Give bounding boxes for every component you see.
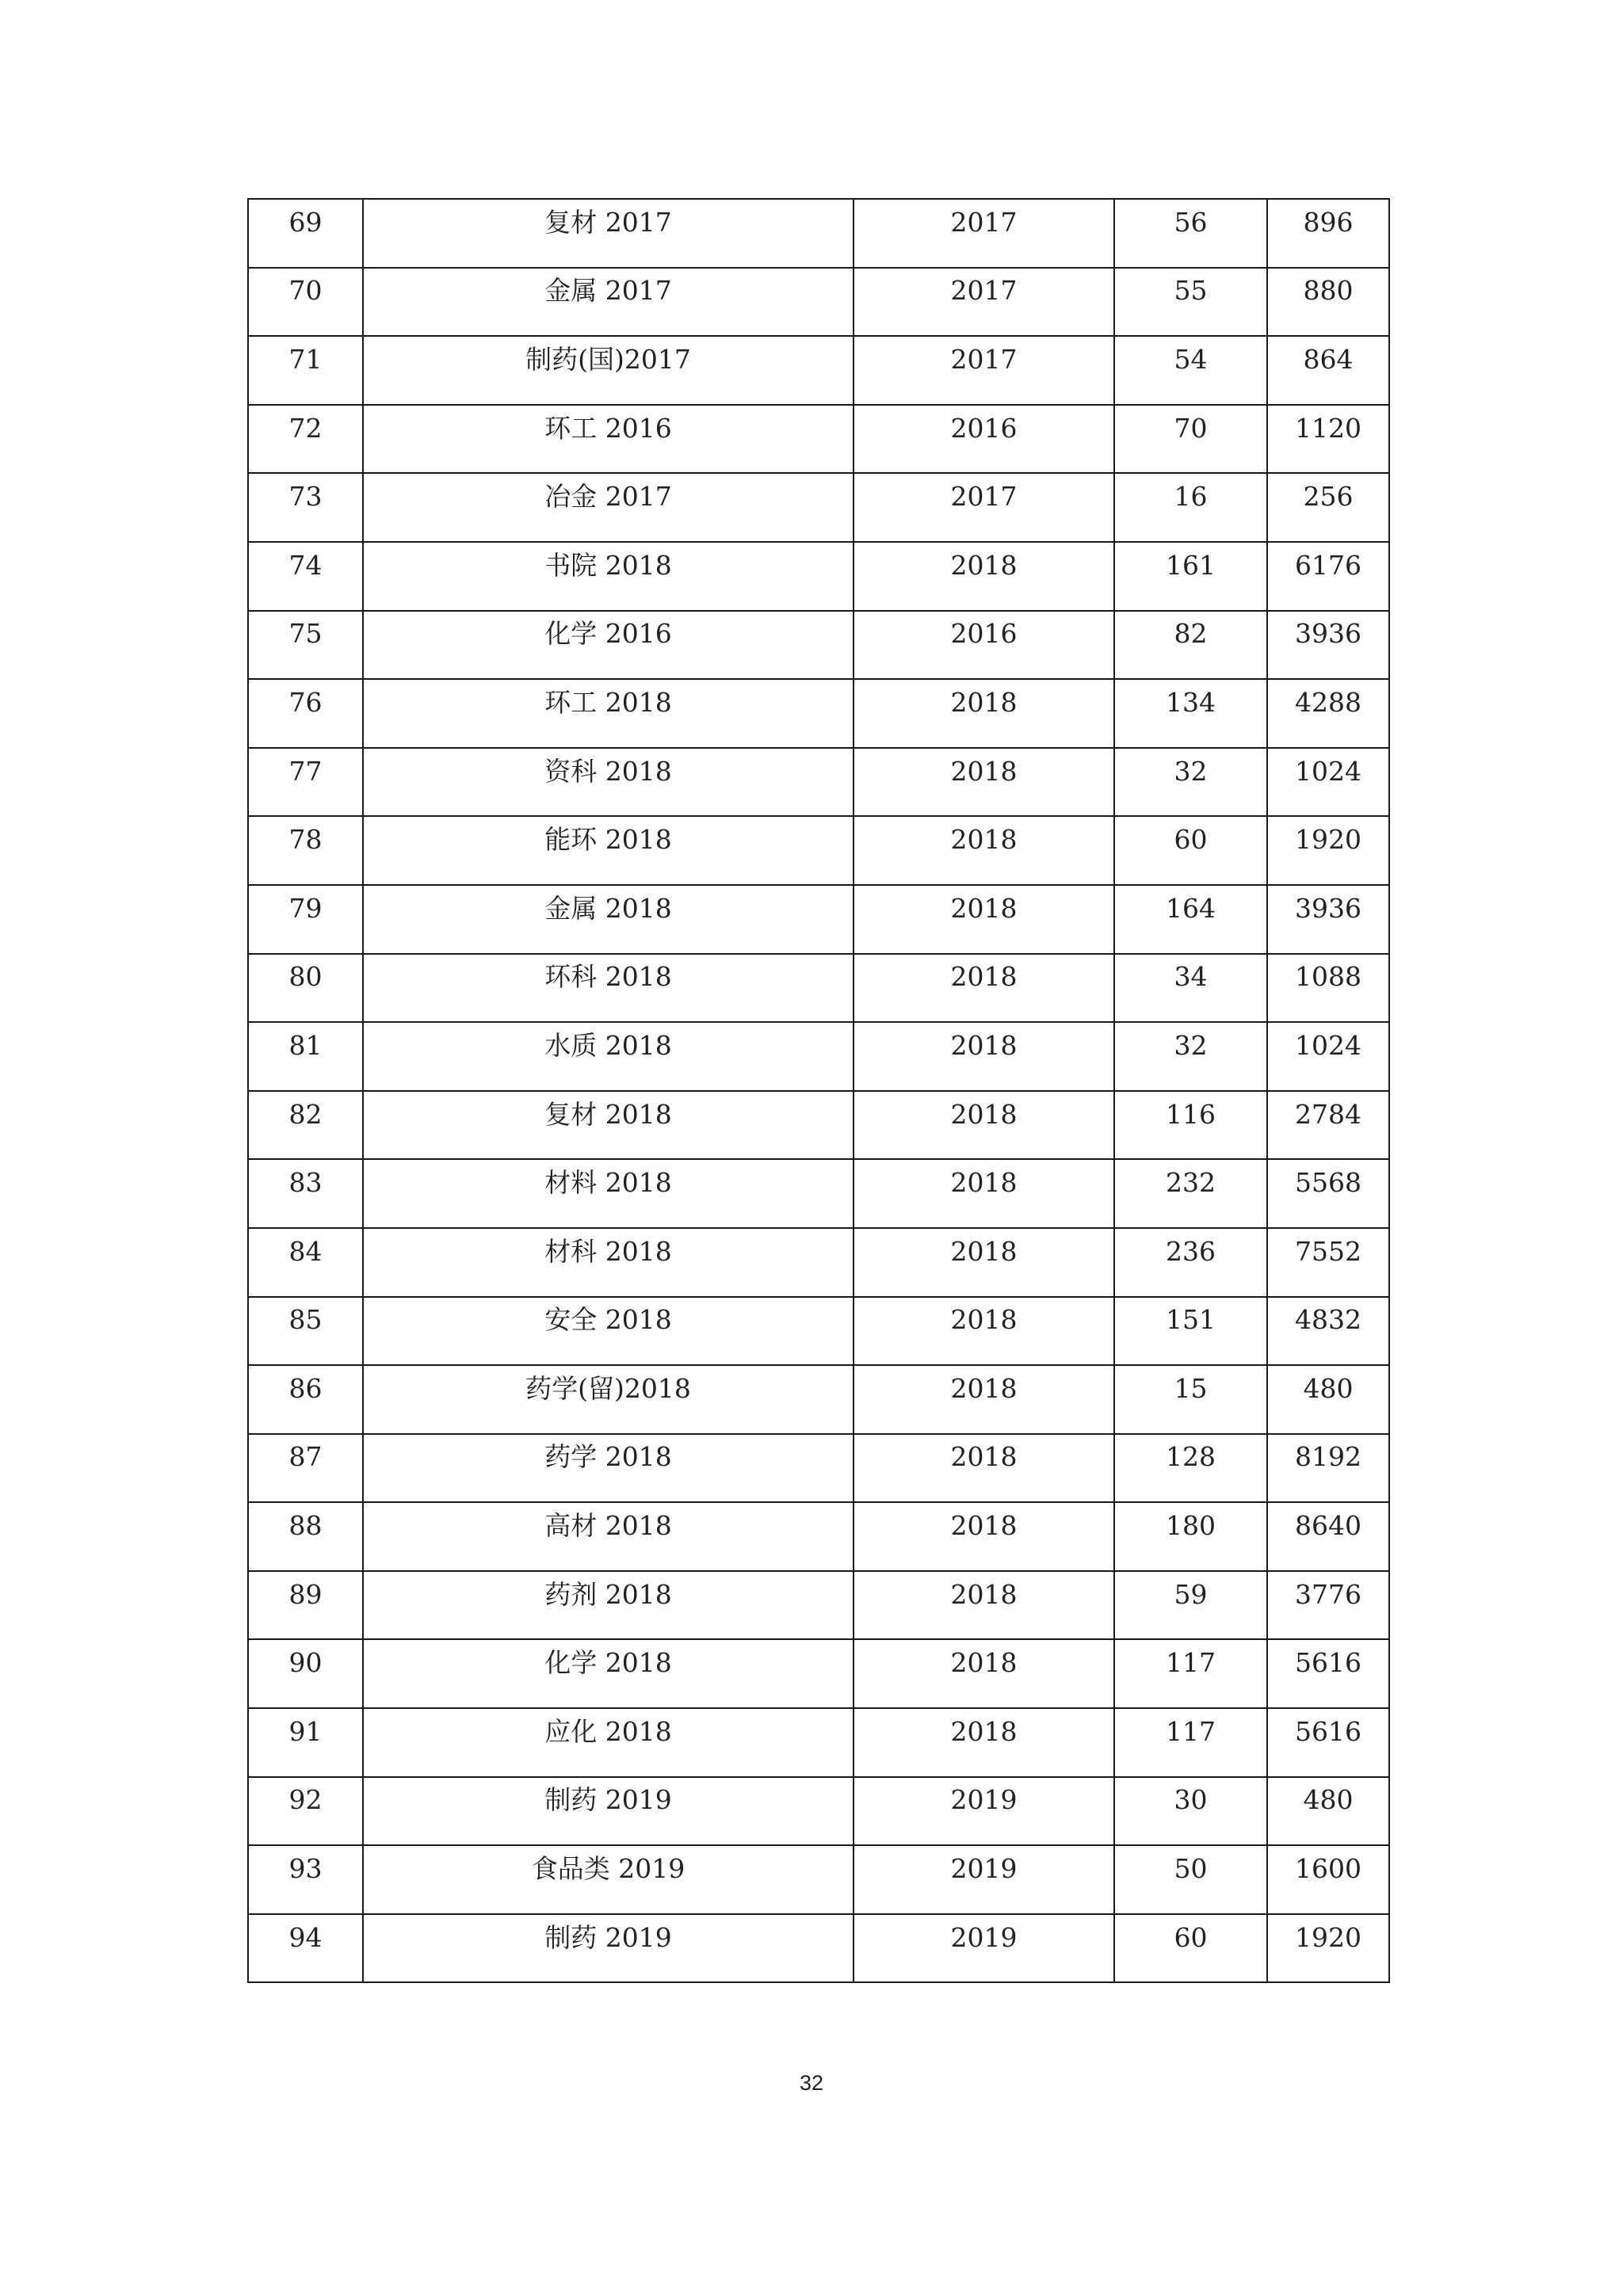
year-cell: 2018	[854, 1639, 1114, 1708]
count-cell: 236	[1114, 1228, 1267, 1297]
table-row	[248, 1708, 1389, 1777]
year-cell: 2016	[854, 611, 1114, 680]
count-cell: 32	[1114, 1022, 1267, 1091]
row-index-cell: 93	[248, 1845, 363, 1914]
row-index-cell: 86	[248, 1365, 363, 1434]
total-cell: 8192	[1267, 1434, 1389, 1503]
total-cell: 256	[1267, 473, 1389, 542]
total-cell: 6176	[1267, 542, 1389, 611]
count-cell: 117	[1114, 1708, 1267, 1777]
count-cell: 60	[1114, 816, 1267, 885]
total-cell: 1088	[1267, 954, 1389, 1023]
count-cell: 56	[1114, 199, 1267, 268]
table-row	[248, 268, 1389, 337]
count-cell: 180	[1114, 1502, 1267, 1571]
class-name-cell: 安全 2018	[363, 1297, 854, 1366]
row-index-cell: 69	[248, 199, 363, 268]
row-index-cell: 75	[248, 611, 363, 680]
class-name-cell: 书院 2018	[363, 542, 854, 611]
total-cell: 1120	[1267, 405, 1389, 474]
year-cell: 2017	[854, 268, 1114, 337]
count-cell: 232	[1114, 1159, 1267, 1228]
class-name-cell: 化学 2018	[363, 1639, 854, 1708]
class-name-cell: 环工 2016	[363, 405, 854, 474]
class-name-cell: 冶金 2017	[363, 473, 854, 542]
table-row	[248, 405, 1389, 474]
class-name-cell: 制药 2019	[363, 1777, 854, 1846]
count-cell: 70	[1114, 405, 1267, 474]
year-cell: 2018	[854, 1708, 1114, 1777]
table-body	[248, 199, 1389, 1982]
row-index-cell: 74	[248, 542, 363, 611]
year-cell: 2018	[854, 1091, 1114, 1160]
table-row	[248, 1777, 1389, 1846]
table-row	[248, 199, 1389, 268]
row-index-cell: 71	[248, 336, 363, 405]
year-cell: 2018	[854, 1502, 1114, 1571]
class-name-cell: 药学 2018	[363, 1434, 854, 1503]
table-row	[248, 816, 1389, 885]
count-cell: 54	[1114, 336, 1267, 405]
total-cell: 3936	[1267, 611, 1389, 680]
year-cell: 2018	[854, 816, 1114, 885]
class-name-cell: 水质 2018	[363, 1022, 854, 1091]
count-cell: 30	[1114, 1777, 1267, 1846]
class-name-cell: 环工 2018	[363, 679, 854, 748]
count-cell: 59	[1114, 1571, 1267, 1640]
table-row	[248, 542, 1389, 611]
count-cell: 151	[1114, 1297, 1267, 1366]
class-name-cell: 制药 2019	[363, 1914, 854, 1983]
total-cell: 880	[1267, 268, 1389, 337]
data-table	[247, 198, 1390, 1983]
total-cell: 3776	[1267, 1571, 1389, 1640]
class-name-cell: 材料 2018	[363, 1159, 854, 1228]
class-name-cell: 应化 2018	[363, 1708, 854, 1777]
total-cell: 8640	[1267, 1502, 1389, 1571]
total-cell: 480	[1267, 1365, 1389, 1434]
count-cell: 128	[1114, 1434, 1267, 1503]
year-cell: 2018	[854, 1297, 1114, 1366]
row-index-cell: 88	[248, 1502, 363, 1571]
row-index-cell: 80	[248, 954, 363, 1023]
row-index-cell: 85	[248, 1297, 363, 1366]
count-cell: 161	[1114, 542, 1267, 611]
table-row	[248, 1297, 1389, 1366]
count-cell: 82	[1114, 611, 1267, 680]
year-cell: 2018	[854, 1022, 1114, 1091]
total-cell: 7552	[1267, 1228, 1389, 1297]
page-number: 32	[799, 2071, 824, 2095]
table-row	[248, 1502, 1389, 1571]
table-row	[248, 748, 1389, 817]
class-name-cell: 复材 2018	[363, 1091, 854, 1160]
class-name-cell: 金属 2017	[363, 268, 854, 337]
table-row	[248, 1571, 1389, 1640]
table-row	[248, 336, 1389, 405]
year-cell: 2018	[854, 679, 1114, 748]
table-row	[248, 954, 1389, 1023]
row-index-cell: 79	[248, 885, 363, 954]
year-cell: 2018	[854, 542, 1114, 611]
class-name-cell: 材科 2018	[363, 1228, 854, 1297]
year-cell: 2018	[854, 954, 1114, 1023]
year-cell: 2018	[854, 1159, 1114, 1228]
year-cell: 2017	[854, 199, 1114, 268]
count-cell: 60	[1114, 1914, 1267, 1983]
row-index-cell: 72	[248, 405, 363, 474]
row-index-cell: 84	[248, 1228, 363, 1297]
table-row	[248, 885, 1389, 954]
total-cell: 896	[1267, 199, 1389, 268]
count-cell: 117	[1114, 1639, 1267, 1708]
count-cell: 134	[1114, 679, 1267, 748]
class-name-cell: 化学 2016	[363, 611, 854, 680]
class-name-cell: 食品类 2019	[363, 1845, 854, 1914]
total-cell: 5616	[1267, 1639, 1389, 1708]
table-row	[248, 1434, 1389, 1503]
class-name-cell: 药学(留)2018	[363, 1365, 854, 1434]
class-name-cell: 金属 2018	[363, 885, 854, 954]
total-cell: 1600	[1267, 1845, 1389, 1914]
row-index-cell: 94	[248, 1914, 363, 1983]
row-index-cell: 83	[248, 1159, 363, 1228]
row-index-cell: 92	[248, 1777, 363, 1846]
class-name-cell: 高材 2018	[363, 1502, 854, 1571]
total-cell: 480	[1267, 1777, 1389, 1846]
total-cell: 2784	[1267, 1091, 1389, 1160]
total-cell: 4832	[1267, 1297, 1389, 1366]
table-row	[248, 1365, 1389, 1434]
total-cell: 1024	[1267, 1022, 1389, 1091]
total-cell: 5616	[1267, 1708, 1389, 1777]
row-index-cell: 81	[248, 1022, 363, 1091]
class-name-cell: 环科 2018	[363, 954, 854, 1023]
row-index-cell: 78	[248, 816, 363, 885]
count-cell: 34	[1114, 954, 1267, 1023]
row-index-cell: 91	[248, 1708, 363, 1777]
year-cell: 2018	[854, 1228, 1114, 1297]
year-cell: 2016	[854, 405, 1114, 474]
year-cell: 2018	[854, 1434, 1114, 1503]
year-cell: 2018	[854, 1571, 1114, 1640]
year-cell: 2018	[854, 748, 1114, 817]
table-row	[248, 1159, 1389, 1228]
total-cell: 4288	[1267, 679, 1389, 748]
row-index-cell: 90	[248, 1639, 363, 1708]
total-cell: 1920	[1267, 1914, 1389, 1983]
count-cell: 32	[1114, 748, 1267, 817]
year-cell: 2017	[854, 336, 1114, 405]
table-row	[248, 679, 1389, 748]
row-index-cell: 77	[248, 748, 363, 817]
total-cell: 1920	[1267, 816, 1389, 885]
row-index-cell: 89	[248, 1571, 363, 1640]
count-cell: 55	[1114, 268, 1267, 337]
total-cell: 1024	[1267, 748, 1389, 817]
row-index-cell: 73	[248, 473, 363, 542]
year-cell: 2017	[854, 473, 1114, 542]
table-row	[248, 1091, 1389, 1160]
count-cell: 164	[1114, 885, 1267, 954]
table-row	[248, 611, 1389, 680]
year-cell: 2019	[854, 1845, 1114, 1914]
class-name-cell: 资科 2018	[363, 748, 854, 817]
row-index-cell: 87	[248, 1434, 363, 1503]
row-index-cell: 82	[248, 1091, 363, 1160]
total-cell: 3936	[1267, 885, 1389, 954]
table-row	[248, 473, 1389, 542]
count-cell: 50	[1114, 1845, 1267, 1914]
table-row	[248, 1914, 1389, 1983]
year-cell: 2018	[854, 1365, 1114, 1434]
count-cell: 16	[1114, 473, 1267, 542]
year-cell: 2018	[854, 885, 1114, 954]
count-cell: 15	[1114, 1365, 1267, 1434]
class-name-cell: 药剂 2018	[363, 1571, 854, 1640]
year-cell: 2019	[854, 1777, 1114, 1846]
class-name-cell: 能环 2018	[363, 816, 854, 885]
total-cell: 5568	[1267, 1159, 1389, 1228]
class-name-cell: 制药(国)2017	[363, 336, 854, 405]
year-cell: 2019	[854, 1914, 1114, 1983]
table-row	[248, 1845, 1389, 1914]
table-row	[248, 1228, 1389, 1297]
table-row	[248, 1639, 1389, 1708]
count-cell: 116	[1114, 1091, 1267, 1160]
table-row	[248, 1022, 1389, 1091]
row-index-cell: 70	[248, 268, 363, 337]
class-name-cell: 复材 2017	[363, 199, 854, 268]
total-cell: 864	[1267, 336, 1389, 405]
row-index-cell: 76	[248, 679, 363, 748]
